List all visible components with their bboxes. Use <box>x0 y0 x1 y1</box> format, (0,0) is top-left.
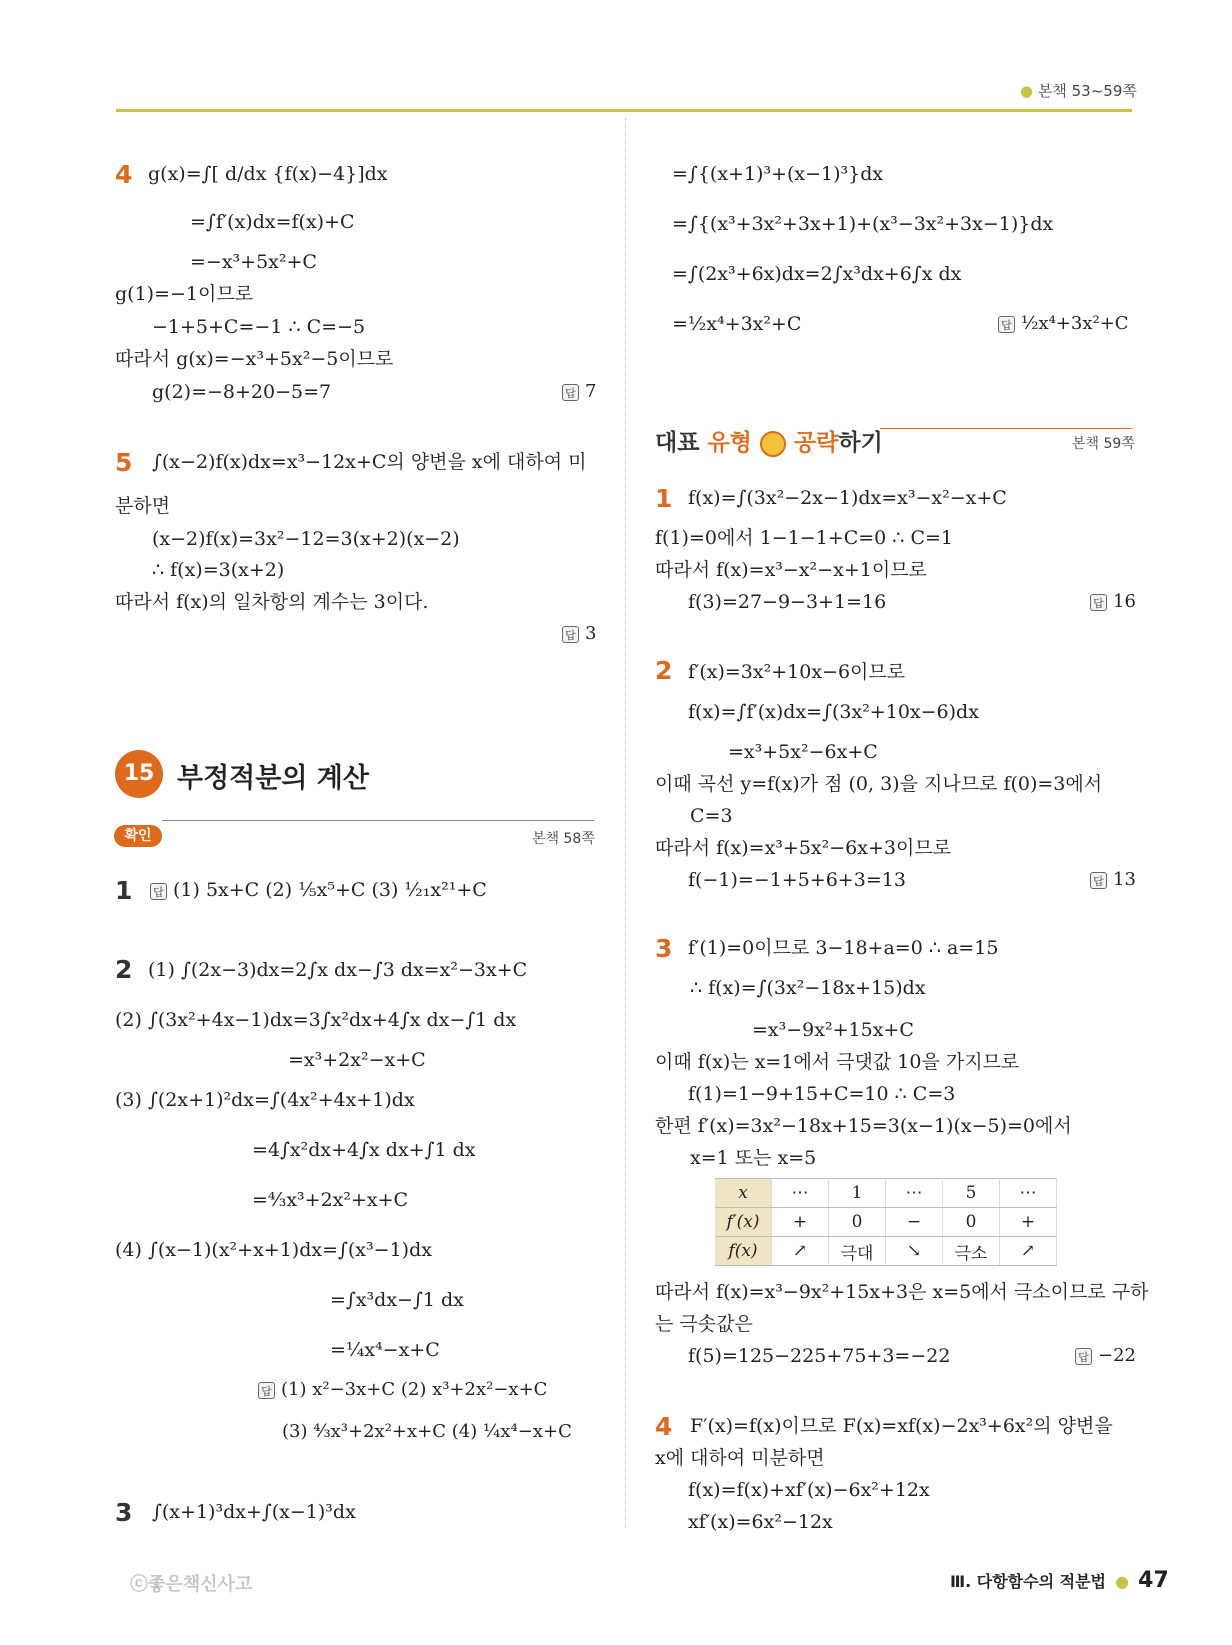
table-cell: 0 <box>943 1208 1000 1237</box>
text-line: 따라서 g(x)=−x³+5x²−5이므로 <box>115 348 394 370</box>
problem-number: 4 <box>115 160 133 189</box>
text-line: =∫{(x+1)³+(x−1)³}dx <box>672 163 884 185</box>
text-line: (1) ∫(2x−3)dx=2∫x dx−∫3 dx=x²−3x+C <box>148 959 528 981</box>
header-ref: ● 본책 53~59쪽 <box>1020 82 1137 100</box>
table-cell: ⋯ <box>772 1179 829 1208</box>
problem-number: 2 <box>655 656 673 685</box>
problem-number: 4 <box>655 1412 673 1441</box>
text-line: 따라서 f(x)=x³+5x²−6x+3이므로 <box>655 837 952 859</box>
table-cell: + <box>772 1208 829 1237</box>
answer: 답 (1) 5x+C (2) ¹⁄₅x⁵+C (3) ¹⁄₂₁x²¹+C <box>150 878 487 902</box>
text-line: =∫x³dx−∫1 dx <box>330 1289 464 1311</box>
copyright: ⓒ좋은책신사고 <box>130 1574 253 1595</box>
problem-number: 1 <box>655 484 673 513</box>
text-line: =⁴⁄₃x³+2x²+x+C <box>252 1189 409 1211</box>
problem-number: 5 <box>115 448 133 477</box>
text-line: f′(x)=3x²+10x−6이므로 <box>688 661 906 683</box>
answer-icon: 답 <box>998 316 1015 333</box>
table-cell: ⋯ <box>886 1179 943 1208</box>
text-line: g(x)=∫[ d/dx {f(x)−4}]dx <box>148 163 388 185</box>
table-cell: ⋯ <box>1000 1179 1057 1208</box>
text-line: =x³+2x²−x+C <box>288 1049 426 1071</box>
text-line: =x³+5x²−6x+C <box>728 741 878 763</box>
table-cell: 5 <box>943 1179 1000 1208</box>
text-line: =∫(2x³+6x)dx=2∫x³dx+6∫x dx <box>672 263 962 285</box>
text-line: (3) ∫(2x+1)²dx=∫(4x²+4x+1)dx <box>115 1089 415 1111</box>
text-line: f(−1)=−1+5+6+3=13 <box>688 869 906 891</box>
answer-icon: 답 <box>562 626 579 643</box>
table-cell: 1 <box>829 1179 886 1208</box>
table-cell: ↗ <box>1000 1237 1057 1266</box>
text-line: g(2)=−8+20−5=7 <box>152 381 332 403</box>
answer-icon: 답 <box>1075 1348 1092 1365</box>
section-rule <box>162 820 594 821</box>
section-badge: 15 <box>115 750 163 798</box>
text-line: ∫(x−2)f(x)dx=x³−12x+C의 양변을 x에 대하여 미 <box>152 451 587 473</box>
problem-number: 1 <box>115 876 133 905</box>
page-number: 47 <box>1138 1568 1169 1593</box>
table-cell: ↘ <box>886 1237 943 1266</box>
text-line: =∫f′(x)dx=f(x)+C <box>190 211 355 233</box>
text-line: 분하면 <box>115 495 171 517</box>
answer: 답 13 <box>1090 868 1136 892</box>
text-line: f(x)=∫(3x²−2x−1)dx=x³−x²−x+C <box>688 487 1007 509</box>
text-line: =¹⁄₄x⁴−x+C <box>330 1339 440 1361</box>
text-line: f(1)=0에서 1−1−1+C=0 ∴ C=1 <box>655 527 953 549</box>
problem-number: 3 <box>655 934 673 963</box>
top-rule <box>116 109 1132 112</box>
table-cell: + <box>1000 1208 1057 1237</box>
text-line: f(x)=f(x)+xf′(x)−6x²+12x <box>688 1479 930 1501</box>
answer: 답 −22 <box>1075 1344 1136 1368</box>
text-line: 이때 f(x)는 x=1에서 극댓값 10을 가지므로 <box>655 1051 1020 1073</box>
text-line: =∫{(x³+3x²+3x+1)+(x³−3x²+3x−1)}dx <box>672 213 1054 235</box>
text-line: C=3 <box>690 805 733 827</box>
text-line: ∴ f(x)=3(x+2) <box>152 559 285 581</box>
answer-icon: 답 <box>562 384 579 401</box>
text-line: =¹⁄₂x⁴+3x²+C <box>672 313 802 335</box>
text-line: 따라서 f(x)=x³−x²−x+1이므로 <box>655 559 927 581</box>
table-cell: 극소 <box>943 1237 1000 1266</box>
table-row <box>715 1208 1057 1237</box>
section-ref: 본책 59쪽 <box>1072 436 1135 452</box>
column-divider <box>625 118 626 1528</box>
text-line: f′(1)=0이므로 3−18+a=0 ∴ a=15 <box>688 937 999 959</box>
table-row <box>715 1179 1057 1208</box>
text-line: 따라서 f(x)의 일차항의 계수는 3이다. <box>115 591 429 613</box>
text-line: f(3)=27−9−3+1=16 <box>688 591 887 613</box>
answer-icon: 답 <box>1090 594 1107 611</box>
text-line: (x−2)f(x)=3x²−12=3(x+2)(x−2) <box>152 528 460 550</box>
text-line: (2) ∫(3x²+4x−1)dx=3∫x²dx+4∫x dx−∫1 dx <box>115 1009 517 1031</box>
table-cell: f(x) <box>715 1237 772 1266</box>
text-line: =−x³+5x²+C <box>190 251 317 273</box>
answer: 답 16 <box>1090 590 1136 614</box>
section-rule <box>880 428 1132 429</box>
table-cell: x <box>715 1179 772 1208</box>
bullet-icon: ● <box>1020 82 1034 100</box>
problem-number: 3 <box>115 1498 133 1527</box>
section-ref: 본책 58쪽 <box>532 831 595 847</box>
text-line: x=1 또는 x=5 <box>690 1147 817 1169</box>
table-cell: 0 <box>829 1208 886 1237</box>
answer: 답 (1) x²−3x+C (2) x³+2x²−x+C <box>258 1378 547 1402</box>
answer-icon: 답 <box>150 883 167 900</box>
text-line: xf′(x)=6x²−12x <box>688 1511 833 1533</box>
text-line: 따라서 f(x)=x³−9x²+15x+3은 x=5에서 극소이므로 구하 <box>655 1281 1149 1303</box>
problem-number: 2 <box>115 955 133 984</box>
section-title: 부정적분의 계산 <box>177 763 369 794</box>
answer: 답 3 <box>562 622 596 646</box>
answer-icon: 답 <box>1090 872 1107 889</box>
section-title: 대표 유형 공략하기 <box>655 430 883 456</box>
text-line: =4∫x²dx+4∫x dx+∫1 dx <box>252 1139 476 1161</box>
text-line: ∫(x+1)³dx+∫(x−1)³dx <box>152 1501 356 1523</box>
answer-icon: 답 <box>258 1382 275 1399</box>
chapter-title: Ⅲ. 다항함수의 적분법 <box>950 1572 1106 1591</box>
answer: 답 7 <box>562 380 596 404</box>
text-line: =x³−9x²+15x+C <box>752 1019 914 1041</box>
table-cell: 극대 <box>829 1237 886 1266</box>
answer: 답 ¹⁄₂x⁴+3x²+C <box>998 312 1129 336</box>
text-line: f(5)=125−225+75+3=−22 <box>688 1345 951 1367</box>
check-tag: 확인 <box>114 825 162 847</box>
text-line: ∴ f(x)=∫(3x²−18x+15)dx <box>690 977 926 999</box>
variation-table <box>715 1178 1057 1266</box>
text-line: f(x)=∫f′(x)dx=∫(3x²+10x−6)dx <box>688 701 979 723</box>
text-line: −1+5+C=−1 ∴ C=−5 <box>152 316 366 338</box>
text-line: f(1)=1−9+15+C=10 ∴ C=3 <box>688 1083 956 1105</box>
text-line: 이때 곡선 y=f(x)가 점 (0, 3)을 지나므로 f(0)=3에서 <box>655 773 1103 795</box>
text-line: 는 극솟값은 <box>655 1313 753 1335</box>
page-footer <box>950 1568 1169 1593</box>
text-line: x에 대하여 미분하면 <box>655 1447 825 1469</box>
text-line: (4) ∫(x−1)(x²+x+1)dx=∫(x³−1)dx <box>115 1239 432 1261</box>
table-cell: ↗ <box>772 1237 829 1266</box>
text-line: F′(x)=f(x)이므로 F(x)=xf(x)−2x³+6x²의 양변을 <box>690 1415 1113 1437</box>
text-line: 한편 f′(x)=3x²−18x+15=3(x−1)(x−5)=0에서 <box>655 1115 1072 1137</box>
table-cell: − <box>886 1208 943 1237</box>
text-line: g(1)=−1이므로 <box>115 283 254 305</box>
table-row <box>715 1237 1057 1266</box>
bullet-icon: ● <box>1115 1572 1130 1591</box>
table-cell: f′(x) <box>715 1208 772 1237</box>
answer: (3) ⁴⁄₃x³+2x²+x+C (4) ¹⁄₄x⁴−x+C <box>282 1421 572 1442</box>
mascot-icon <box>760 431 786 457</box>
